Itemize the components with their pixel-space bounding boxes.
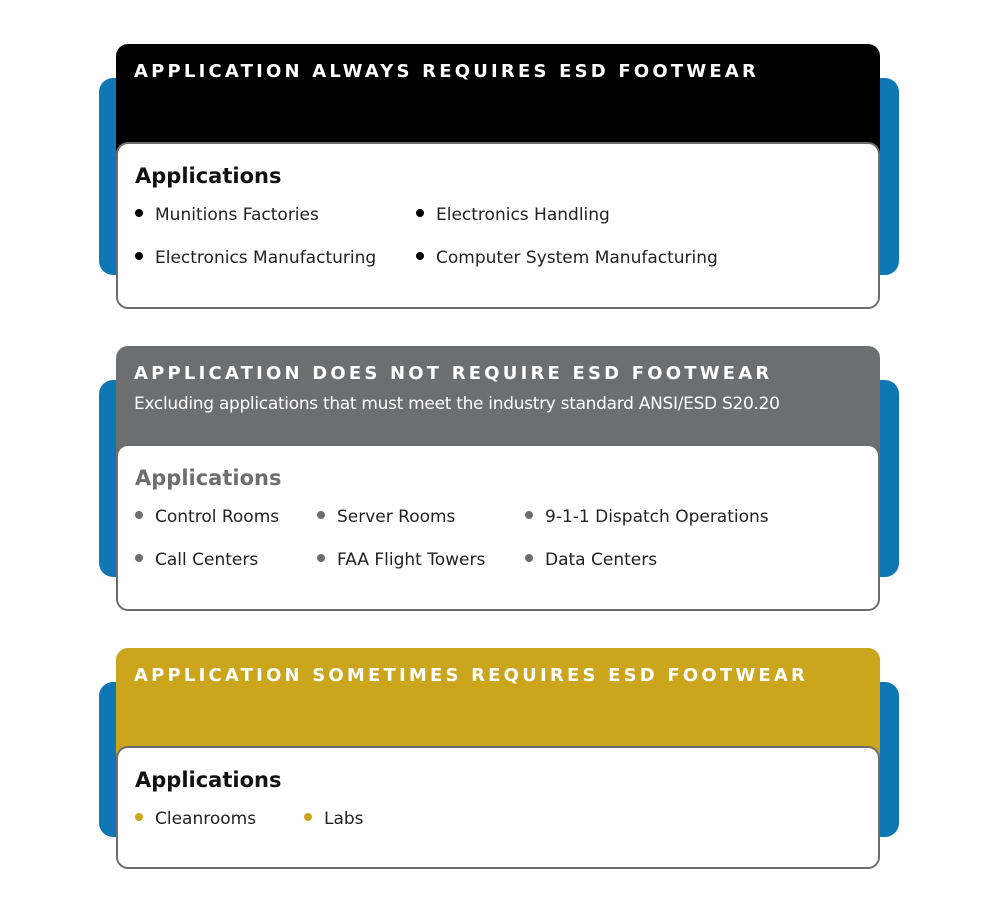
section-always [99, 44, 899, 309]
applications-card [116, 444, 880, 611]
bullet-dot-icon [135, 554, 143, 562]
section-title: APPLICATION SOMETIMES REQUIRES ESD FOOTWEAR [134, 665, 809, 686]
list-item: Data Centers [525, 549, 657, 571]
section-sometimes [99, 648, 899, 873]
list-item: Electronics Manufacturing [135, 247, 376, 269]
bullet-dot-icon [135, 252, 143, 260]
bullet-dot-icon [135, 813, 143, 821]
bullet-dot-icon [525, 511, 533, 519]
list-item: Server Rooms [317, 506, 455, 528]
list-item: 9-1-1 Dispatch Operations [525, 506, 769, 528]
applications-label: Applications [135, 768, 282, 792]
section-title: APPLICATION ALWAYS REQUIRES ESD FOOTWEAR [134, 61, 760, 82]
bullet-dot-icon [135, 209, 143, 217]
list-item: FAA Flight Towers [317, 549, 485, 571]
bullet-dot-icon [317, 554, 325, 562]
applications-label: Applications [135, 164, 282, 188]
section-not-required [99, 346, 899, 611]
bullet-dot-icon [304, 813, 312, 821]
list-item: Electronics Handling [416, 204, 610, 226]
section-subtitle: Excluding applications that must meet the industry standard ANSI/ESD S20.20 [134, 394, 780, 414]
list-item: Munitions Factories [135, 204, 319, 226]
bullet-dot-icon [525, 554, 533, 562]
bullet-dot-icon [416, 252, 424, 260]
applications-card [116, 746, 880, 869]
list-item: Cleanrooms [135, 808, 256, 830]
bullet-dot-icon [416, 209, 424, 217]
list-item: Call Centers [135, 549, 258, 571]
list-item: Labs [304, 808, 364, 830]
bullet-dot-icon [135, 511, 143, 519]
list-item: Control Rooms [135, 506, 279, 528]
applications-card [116, 142, 880, 309]
list-item: Computer System Manufacturing [416, 247, 718, 269]
applications-label: Applications [135, 466, 282, 490]
section-title: APPLICATION DOES NOT REQUIRE ESD FOOTWEAR [134, 363, 773, 384]
bullet-dot-icon [317, 511, 325, 519]
